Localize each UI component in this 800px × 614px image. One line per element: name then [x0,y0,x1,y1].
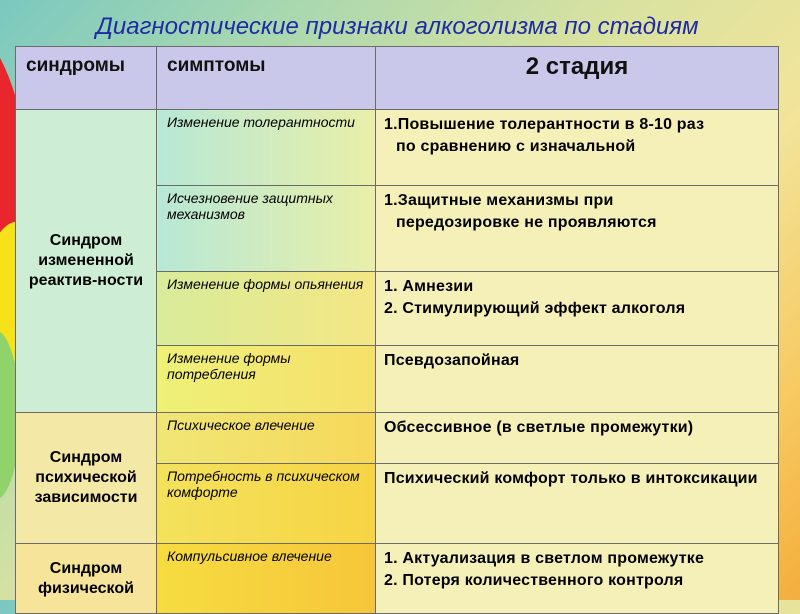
stage-cell [376,272,779,346]
symptom-text: Потребность в психическом комфорте [167,468,360,500]
syndrome-cell: Синдром физической [16,544,157,614]
description-line: по сравнению с изначальной [396,138,636,155]
syndrome-cell: Синдром измененной реактив-ности [16,110,157,413]
table-row [16,110,779,186]
symptom-cell [157,544,376,614]
symptom-cell [157,413,376,464]
description-line: 2. Потеря количественного контроля [384,572,684,589]
table-row [16,413,779,464]
symptom-text: Изменение формы опьянения [167,276,364,292]
table-header-row [16,47,779,110]
stage-cell [376,186,779,272]
description-line: 1.Защитные механизмы при [384,192,614,209]
description-line: Псевдозапойная [384,352,520,369]
table-row [16,544,779,614]
description-line: Психический комфорт только в интоксикации [384,470,758,487]
symptom-text: Психическое влечение [167,417,315,433]
stage-cell [376,544,779,614]
stage-cell [376,110,779,186]
page-title: Диагностические признаки алкоголизма по стадиям [96,13,699,40]
diagnostic-table [15,46,779,614]
stage-cell [376,413,779,464]
symptom-text: Компульсивное влечение [167,548,332,564]
stage-cell [376,346,779,413]
description-line: 1. Актуализация в светлом промежутке [384,550,705,567]
symptom-cell [157,110,376,186]
header-syndromes: синдромы [16,47,157,110]
header-symptoms: симптомы [157,47,376,110]
syndrome-cell: Синдром психической зависимости [16,413,157,544]
symptom-cell [157,186,376,272]
stage-cell [376,464,779,544]
description-line: Обсессивное (в светлые промежутки) [384,419,694,436]
description-line: 1. Амнезии [384,278,474,295]
description-line: передозировке не проявляются [396,214,657,231]
description-line: 1.Повышение толерантности в 8-10 раз [384,116,705,133]
symptom-text: Изменение толерантности [167,114,355,130]
header-stage: 2 стадия [376,47,779,110]
symptom-text: Исчезновение защитных механизмов [167,190,333,222]
description-line: 2. Стимулирующий эффект алкоголя [384,300,686,317]
symptom-text: Изменение формы потребления [167,350,291,382]
symptom-cell [157,272,376,346]
symptom-cell [157,464,376,544]
symptom-cell [157,346,376,413]
